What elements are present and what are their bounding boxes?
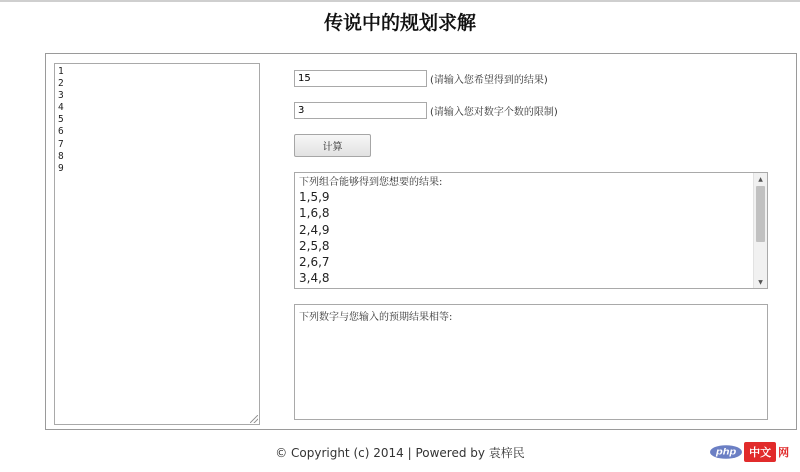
page-title: 传说中的规划求解 <box>323 12 476 34</box>
scroll-up-icon[interactable]: ▲ <box>758 175 763 183</box>
result-combo: 3,4,8 <box>299 271 330 286</box>
results-textarea[interactable] <box>294 172 768 289</box>
number-line: 9 <box>58 162 64 174</box>
resize-grip-icon[interactable] <box>250 415 258 423</box>
number-count-input[interactable] <box>294 102 427 119</box>
php-cn-watermark-logo <box>710 441 789 463</box>
result-combo: 1,5,9 <box>299 190 330 204</box>
scroll-down-icon[interactable]: ▼ <box>758 278 763 286</box>
watermark-php: php <box>710 445 742 459</box>
numbers-textarea[interactable] <box>54 63 260 425</box>
main-panel <box>45 53 797 430</box>
number-line: 3 <box>58 90 64 102</box>
watermark-cn: 中文 <box>744 442 776 462</box>
result-combo: 2,4,9 <box>299 222 330 237</box>
target-row <box>294 70 548 87</box>
results-scrollbar[interactable] <box>753 173 767 288</box>
number-line: 1 <box>58 66 64 77</box>
number-line: 7 <box>58 138 64 150</box>
target-hint: (请输入您希望得到的结果) <box>430 75 548 86</box>
matches-textarea[interactable] <box>294 304 768 420</box>
top-border <box>0 0 800 2</box>
scroll-thumb[interactable] <box>756 186 765 242</box>
count-hint: (请输入您对数字个数的限制) <box>430 107 558 118</box>
watermark-net: 网 <box>778 447 790 459</box>
result-combo: 2,6,7 <box>299 255 330 270</box>
number-line: 5 <box>58 114 64 126</box>
results-content <box>299 176 751 287</box>
results-heading: 下列组合能够得到您想要的结果: <box>299 177 443 188</box>
count-row <box>294 102 558 119</box>
target-result-input[interactable] <box>294 70 427 87</box>
calculate-button[interactable]: 计算 <box>294 134 371 157</box>
number-line: 2 <box>58 78 64 90</box>
number-line: 6 <box>58 126 64 138</box>
number-line: 8 <box>58 150 64 162</box>
result-combo: 2,5,8 <box>299 238 330 253</box>
footer-copyright: © Copyright (c) 2014 | Powered by 袁梓民 <box>275 446 525 460</box>
matches-heading: 下列数字与您输入的预期结果相等: <box>299 312 453 323</box>
number-line: 4 <box>58 102 64 114</box>
result-combo: 1,6,8 <box>299 206 330 221</box>
